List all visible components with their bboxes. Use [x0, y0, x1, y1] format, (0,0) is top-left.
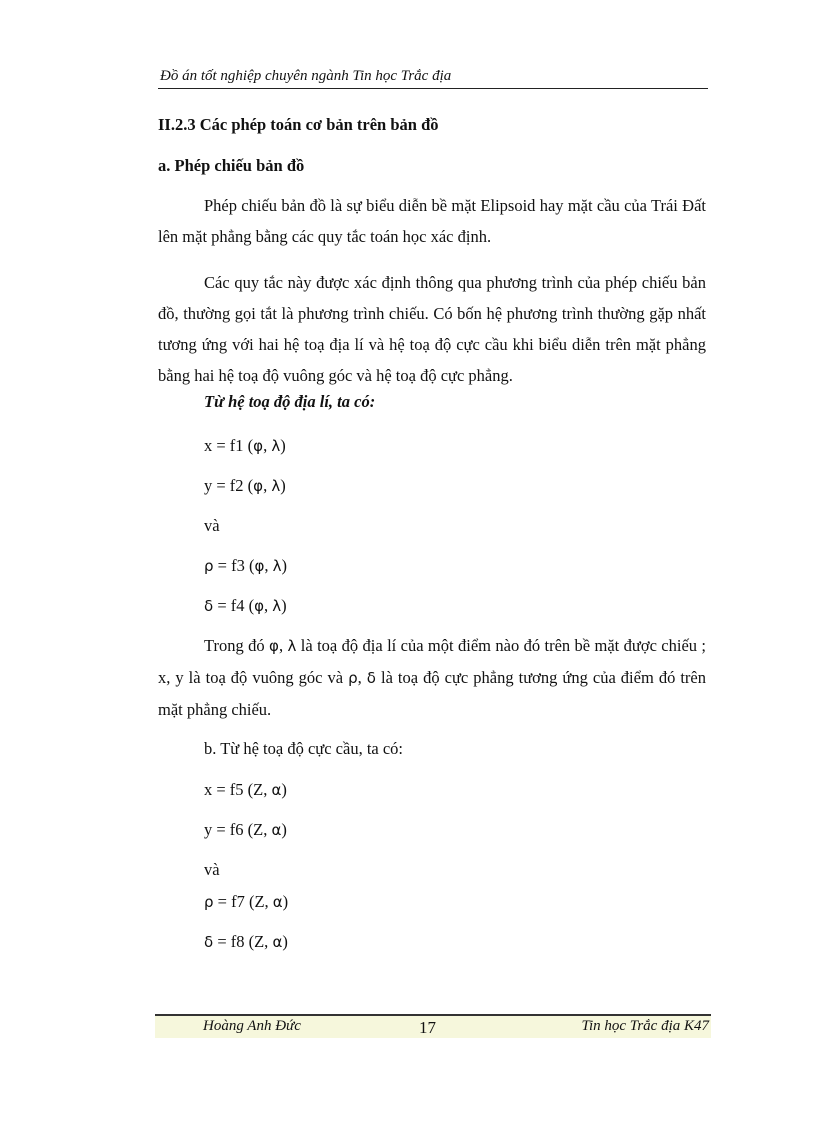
formula-close: )	[281, 820, 287, 839]
formula-close: )	[281, 556, 287, 575]
formula-text: = f7 (Z,	[213, 892, 273, 911]
alpha-symbol: α	[271, 781, 282, 799]
alpha-symbol: α	[272, 893, 283, 911]
explanation-text-3: là toạ độ cực phẳng tương ứng của điểm đó trên mặt phẳng chiếu.	[158, 668, 706, 719]
explanation-text-2: là toạ độ địa lí của một điểm nào đó trên bề mặt được chiếu ; x, y là toạ độ vuông góc và	[158, 636, 707, 687]
formula-y-f6	[204, 820, 287, 840]
section-heading: II.2.3 Các phép toán cơ bản trên bản đồ	[158, 115, 439, 134]
geo-coordinates-heading: Từ hệ toạ độ địa lí, ta có:	[204, 392, 376, 411]
paragraph-rules: Các quy tắc này được xác định thông qua phương trình của phép chiếu bản đồ, thường gọi tắt là phương trình chiếu. Có bốn hệ phương trình thường gặp nhất tương ứng với hai hệ toạ địa lí và hệ toạ độ cực cầu khi biểu diễn trên mặt phẳng bằng hai hệ toạ độ vuông góc và hệ toạ độ cực phẳng.	[158, 273, 706, 385]
formula-text: y = f2 (	[204, 476, 254, 495]
lambda-symbol: λ	[287, 637, 297, 655]
formula-text: = f3 (	[213, 556, 255, 575]
explanation-text-1: Trong đó	[204, 636, 270, 655]
formula-text: x = f5 (Z,	[204, 780, 272, 799]
page-number: 17	[419, 1018, 436, 1037]
phi-symbol: φ	[254, 597, 265, 615]
formula-rho-f7	[204, 892, 288, 912]
formula-text: x = f1 (	[204, 436, 254, 455]
alpha-symbol: α	[271, 821, 282, 839]
formula-delta-f4	[204, 596, 287, 616]
formula-separator: ,	[263, 476, 272, 495]
phi-symbol: φ	[253, 437, 264, 455]
formula-close: )	[281, 596, 287, 615]
formula-rho-f3	[204, 556, 287, 576]
delta-symbol: δ	[366, 669, 376, 687]
formula-text: y = f6 (Z,	[204, 820, 272, 839]
formula-text: = f4 (	[213, 596, 255, 615]
formula-close: )	[281, 780, 287, 799]
subsection-heading: a. Phép chiếu bản đồ	[158, 156, 305, 175]
formula-separator: ,	[264, 556, 273, 575]
lambda-symbol: λ	[272, 597, 282, 615]
polar-coordinates-heading: b. Từ hệ toạ độ cực cầu, ta có:	[204, 739, 404, 758]
footer-author: Hoàng Anh Đức	[203, 1018, 301, 1034]
delta-symbol: δ	[204, 933, 214, 951]
formula-text: = f8 (Z,	[213, 932, 273, 951]
formula-x-f5	[204, 780, 287, 800]
phi-symbol: φ	[253, 477, 264, 495]
formula-separator: ,	[264, 596, 273, 615]
formula-close: )	[282, 892, 289, 911]
rho-symbol: ρ	[204, 557, 214, 575]
rho-symbol: ρ	[204, 893, 214, 911]
lambda-symbol: λ	[271, 437, 281, 455]
phi-symbol: φ	[269, 637, 279, 655]
lambda-symbol: λ	[272, 557, 282, 575]
footer-course: Tin học Trắc địa K47	[581, 1018, 709, 1034]
formula-delta-f8	[204, 932, 288, 952]
delta-symbol: δ	[204, 597, 214, 615]
paragraph-definition: Phép chiếu bản đồ là sự biểu diễn bề mặt Elipsoid hay mặt cầu của Trái Đất lên mặt phẳng bằng các quy tắc toán học xác định.	[158, 196, 706, 246]
page-footer	[155, 1014, 711, 1038]
conjunction-and: và	[204, 860, 220, 879]
formula-close: )	[280, 476, 286, 495]
phi-symbol: φ	[254, 557, 265, 575]
formula-separator: ,	[263, 436, 272, 455]
formula-close: )	[282, 932, 288, 951]
formula-x-f1	[204, 436, 286, 456]
lambda-symbol: λ	[271, 477, 281, 495]
page-header	[158, 66, 708, 89]
rho-symbol: ρ	[348, 669, 358, 687]
formula-y-f2	[204, 476, 286, 496]
paragraph-explanation	[158, 630, 706, 725]
explanation-comma: ,	[278, 636, 288, 655]
header-title: Đồ án tốt nghiệp chuyên ngành Tin học Trắc địa	[160, 68, 452, 84]
formula-close: )	[280, 436, 286, 455]
conjunction-and: và	[204, 516, 220, 535]
explanation-comma: ,	[357, 668, 367, 687]
alpha-symbol: α	[272, 933, 283, 951]
